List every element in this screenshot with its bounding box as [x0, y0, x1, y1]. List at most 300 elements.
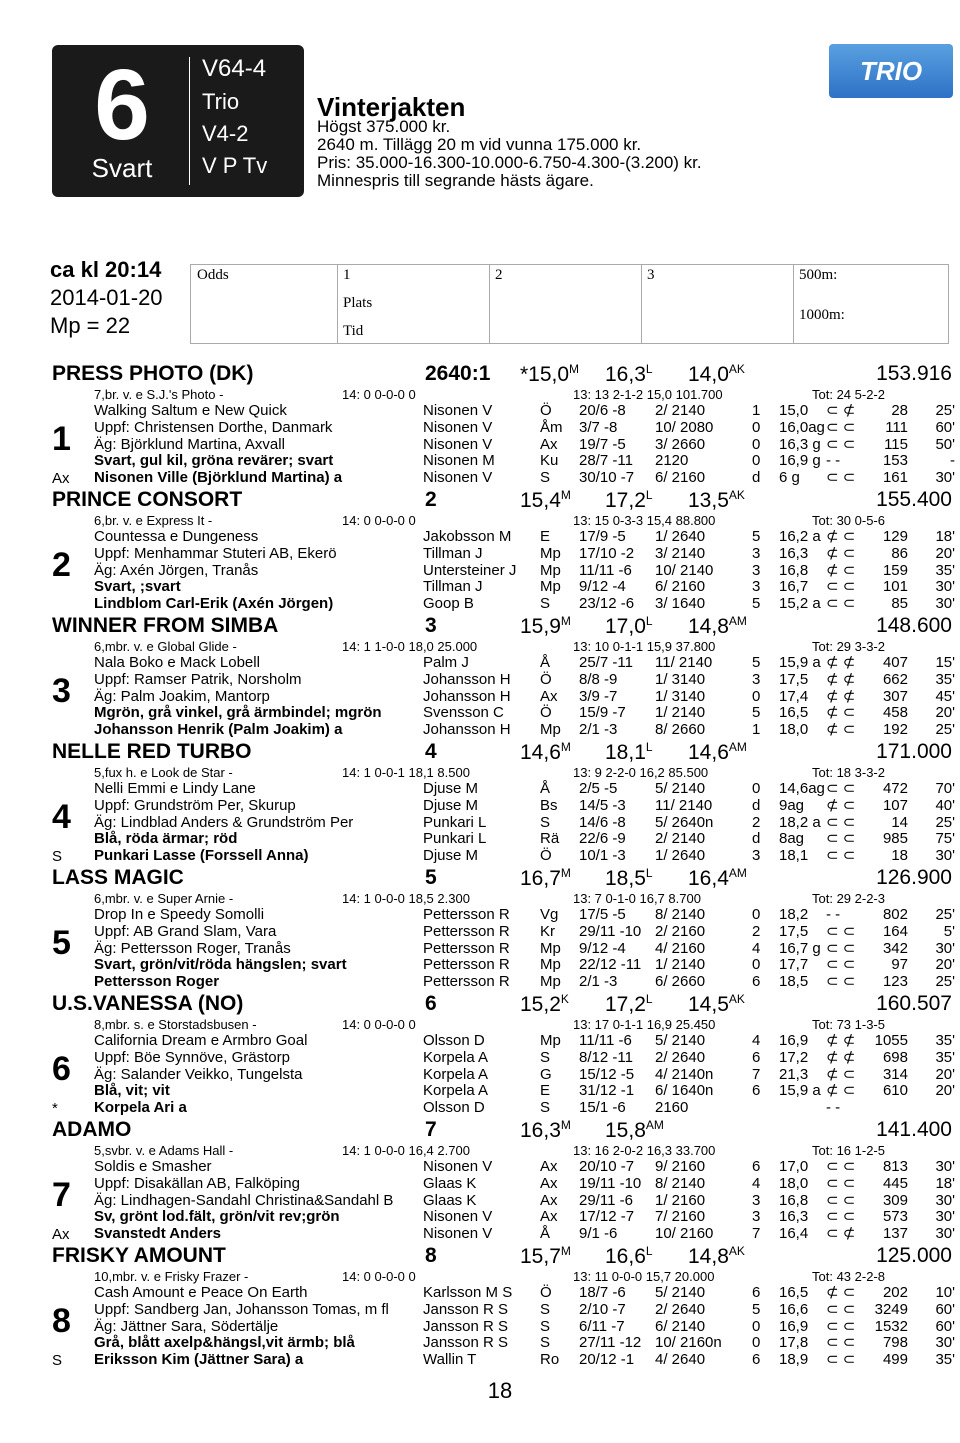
race-line-cell: Åm [540, 418, 563, 436]
race-line-cell: 0 [752, 1317, 761, 1335]
race-line-cell: 137 [882, 1225, 908, 1243]
race-line-cell: 6 [752, 1284, 761, 1301]
race-line-cell: ⊄ ⊄ [826, 687, 856, 705]
record-1-suffix: M [560, 866, 571, 880]
race-line-cell: Pettersson R [423, 973, 510, 991]
race-line-cell: 1/ 3140 [655, 687, 706, 705]
race-line-cell: 5 [752, 528, 761, 545]
record-1-suffix: M [560, 740, 571, 754]
race-mp: Mp = 22 [50, 313, 131, 338]
race-line-cell: 20' [935, 544, 955, 562]
record-2 [605, 740, 653, 765]
race-line-cell: 4 [752, 1174, 761, 1192]
record-3-suffix: AM [728, 866, 747, 880]
race-line-cell: 30' [935, 1191, 955, 1209]
race-line-cell: Jansson R S [423, 1334, 509, 1352]
race-line-cell: 5/ 2140 [655, 780, 706, 797]
horse-name: PRESS PHOTO (DK) [52, 362, 254, 385]
tid-label: Tid [343, 323, 364, 339]
race-line-cell: 18' [935, 528, 955, 545]
record-3 [688, 992, 745, 1017]
record-3-value: 14,8 [688, 1245, 729, 1268]
race-line-cell: 30' [935, 1158, 955, 1175]
race-line-cell: 70' [935, 780, 955, 797]
race-line-cell: 2 [752, 922, 761, 940]
horse-info: 13: 13 2-1-2 15,0 101.700 [573, 387, 723, 402]
record-1 [520, 866, 571, 891]
race-line-cell: 17,5 [779, 670, 809, 688]
record-1-value: 15,4 [520, 489, 561, 512]
race-title: Vinterjakten [317, 92, 466, 122]
race-line-cell: ⊄ ⊂ [826, 721, 856, 739]
race-line-cell: 10/ 2140 [655, 561, 714, 579]
record-2-value: 18,5 [605, 867, 646, 890]
race-line-cell: 17,4 [779, 687, 809, 705]
race-line-cell: S [540, 595, 551, 613]
race-line-cell: 2/10 -7 [579, 1300, 626, 1318]
race-line-cell: 0 [752, 452, 761, 470]
horse-distance: 5 [425, 866, 437, 889]
horse-info: 13: 10 0-1-1 15,9 37.800 [573, 639, 716, 654]
race-line-cell: Punkari L [423, 830, 487, 848]
race-line-cell: Tillman J [423, 544, 483, 562]
race-line-cell: 20' [935, 1082, 955, 1100]
race-line-cell: ⊂ ⊂ [826, 780, 856, 797]
race-line-cell: ⊄ ⊂ [826, 1065, 856, 1083]
race-line-cell: 6 g [779, 469, 800, 487]
race-line-cell: Sv, grönt lod.fält, grön/vit rev;grön [94, 1208, 340, 1226]
race-line-cell: 11/11 -6 [579, 1032, 632, 1049]
race-line-cell: 30/10 -7 [579, 469, 635, 487]
race-line-cell: 11/ 2140 [655, 796, 713, 814]
race-line-cell: Svanstedt Anders [94, 1225, 221, 1243]
race-line-cell: 16,3 [779, 544, 809, 562]
record-1 [520, 614, 571, 639]
race-line-cell: G [540, 1065, 552, 1083]
record-3 [688, 1244, 745, 1269]
record-2-suffix: L [645, 992, 653, 1006]
horse-info: Tot: 24 5-2-2 [812, 387, 885, 402]
race-line-cell: Äg: Jättner Sara, Södertälje [94, 1317, 279, 1335]
race-line-cell: S [540, 1334, 551, 1352]
race-line-cell: 17/10 -2 [579, 544, 635, 562]
grid-line [337, 265, 338, 343]
race-line-cell: Äg: Björklund Martina, Axvall [94, 435, 285, 453]
horse-prize: 160.507 [876, 992, 952, 1015]
race-info-3: Pris: 35.000-16.300-10.000-6.750-4.300-(3.200) kr. [317, 153, 702, 172]
horse-info: Tot: 29 2-2-3 [812, 891, 885, 906]
race-line-cell: 798 [882, 1334, 908, 1352]
race-line-cell: 1/ 2640 [655, 847, 706, 865]
race-line-cell: 16,3 [779, 1208, 809, 1226]
race-line-cell: Johansson H [423, 687, 511, 705]
race-line-cell: ⊄ ⊄ [826, 1048, 856, 1066]
race-line-cell: 662 [882, 670, 908, 688]
record-2 [605, 866, 653, 891]
record-1 [520, 488, 571, 513]
race-line-cell: 5' [943, 922, 955, 940]
race-line-cell: 28 [891, 402, 908, 419]
race-line-cell: 20/6 -8 [579, 402, 626, 419]
race-line-cell: 0 [752, 780, 761, 797]
race-line-cell: 30' [935, 578, 955, 596]
race-line-cell: 27/11 -12 [579, 1334, 642, 1352]
race-line-cell: 18/7 -6 [579, 1284, 626, 1301]
horse-info: 13: 16 2-0-2 16,3 33.700 [573, 1143, 716, 1158]
record-2-suffix: AM [645, 1118, 664, 1132]
horse-info: 14: 1 0-0-0 18,5 2.300 [342, 891, 470, 906]
record-2 [605, 488, 653, 513]
race-line-cell: Uppf: Christensen Dorthe, Danmark [94, 418, 333, 436]
race-line-cell: - [950, 452, 955, 470]
horse-info: 13: 7 0-1-0 16,7 8.700 [573, 891, 701, 906]
record-1-value: 14,6 [520, 741, 561, 764]
race-line-cell: ⊄ ⊂ [826, 1284, 856, 1301]
race-line-cell: 159 [882, 561, 908, 579]
race-box [52, 45, 304, 197]
race-line-cell: 9ag [779, 796, 805, 814]
record-1 [520, 1244, 571, 1269]
race-line-cell: d [752, 830, 761, 848]
race-line-cell: Wallin T [423, 1351, 477, 1369]
horse-info: 6,mbr. v. e Global Glide - [94, 639, 237, 654]
race-line-cell: 9/12 -4 [579, 578, 626, 596]
race-line-cell: 2160 [655, 1099, 689, 1117]
horse-distance: 2640:1 [425, 362, 491, 385]
race-line-cell: 10/ 2160n [655, 1334, 722, 1352]
horse-number: 5 [52, 924, 71, 962]
race-line-cell: 3/ 1640 [655, 595, 706, 613]
race-line-cell: Soldis e Smasher [94, 1158, 212, 1175]
record-1-value: 15,9 [520, 615, 561, 638]
race-line-cell: 35' [935, 1032, 955, 1049]
horse-name: U.S.VANESSA (NO) [52, 992, 244, 1015]
record-2-value: 16,3 [605, 363, 646, 386]
record-3-suffix: AK [728, 992, 745, 1006]
race-line-cell: Svart, gul kil, gröna revärer; svart [94, 452, 334, 470]
record-1 [520, 992, 569, 1017]
race-line-cell: ⊂ ⊂ [826, 469, 856, 487]
race-line-cell: 30' [935, 1334, 955, 1352]
race-line-cell: Ro [540, 1351, 560, 1369]
race-line-cell: ⊄ ⊂ [826, 544, 856, 562]
race-line-cell: 2/ 2140 [655, 402, 706, 419]
race-line-cell: ⊂ ⊂ [826, 973, 856, 991]
horse-info: Tot: 16 1-2-5 [812, 1143, 885, 1158]
race-line-cell: 85 [891, 595, 908, 613]
race-line-cell: 17/9 -5 [579, 528, 626, 545]
race-line-cell: 101 [882, 578, 908, 596]
race-line-cell: 5 [752, 595, 761, 613]
race-divider [189, 57, 190, 185]
race-line-cell: Blå, röda ärmar; röd [94, 830, 238, 848]
horse-side: * [52, 1100, 58, 1117]
race-line-cell: ⊂ ⊂ [826, 922, 856, 940]
race-line-cell: 4/ 2160 [655, 939, 706, 957]
race-line-cell: 30' [935, 1208, 955, 1226]
horse-info: 13: 9 2-2-0 16,2 85.500 [573, 765, 709, 780]
horse-info: 13: 11 0-0-0 15,7 20.000 [573, 1269, 715, 1284]
horse-name: WINNER FROM SIMBA [52, 614, 279, 637]
race-line-cell: ⊂ ⊂ [826, 1317, 856, 1335]
race-type-4: V P Tv [202, 153, 268, 178]
race-line-cell: Nisonen V [423, 469, 493, 487]
race-line-cell: 802 [882, 906, 908, 923]
race-line-cell: S [540, 1317, 551, 1335]
race-line-cell: 35' [935, 670, 955, 688]
horse-number: 4 [52, 798, 71, 836]
race-line-cell: 3/7 -8 [579, 418, 618, 436]
race-line-cell: Korpela A [423, 1065, 489, 1083]
race-line-cell: 30' [935, 1225, 955, 1243]
race-line-cell: d [752, 469, 761, 487]
race-line-cell: ⊂ ⊂ [826, 435, 856, 453]
horse-info: 6,br. v. e Express It - [94, 513, 213, 528]
race-line-cell: 5/ 2140 [655, 1032, 706, 1049]
race-line-cell: Goop B [423, 595, 474, 613]
horse-info: 6,mbr. v. e Super Arnie - [94, 891, 234, 906]
horse-prize: 153.916 [876, 362, 952, 385]
race-line-cell: ⊄ ⊂ [826, 704, 856, 722]
race-line-cell: S [540, 1048, 551, 1066]
race-line-cell: 4/ 2140n [655, 1065, 714, 1083]
horse-side: S [52, 1352, 63, 1369]
record-3-value: 16,4 [688, 867, 729, 890]
race-line-cell: 8/12 -11 [579, 1048, 633, 1066]
horse-info: 14: 0 0-0-0 0 [342, 1269, 416, 1284]
race-line-cell: Äg: Pettersson Roger, Tranås [94, 939, 291, 957]
horse-info: 10,mbr. v. e Frisky Frazer - [94, 1269, 249, 1284]
horse-number: 6 [52, 1050, 71, 1088]
race-line-cell: 15,0 [779, 402, 809, 419]
race-line-cell: 30' [935, 939, 955, 957]
race-line-cell: 985 [882, 830, 908, 848]
race-line-cell: 25/7 -11 [579, 654, 633, 671]
race-line-cell: 164 [882, 922, 908, 940]
race-line-cell: 1 [752, 402, 761, 419]
race-line-cell: ⊂ ⊂ [826, 1174, 856, 1192]
race-line-cell: Glaas K [423, 1174, 477, 1192]
race-line-cell: 60' [935, 1317, 955, 1335]
race-line-cell: Mp [540, 939, 561, 957]
race-line-cell: Mp [540, 1032, 561, 1049]
race-line-cell: 6/ 2160 [655, 578, 706, 596]
race-line-cell: 16,5 [779, 704, 809, 722]
race-line-cell: 10/1 -3 [579, 847, 626, 865]
record-1-value: 15,2 [520, 993, 561, 1016]
horse-info: 14: 0 0-0-0 0 [342, 387, 416, 402]
race-line-cell: 20' [935, 704, 955, 722]
record-1 [520, 362, 579, 387]
race-line-cell: Drop In e Speedy Somolli [94, 906, 265, 923]
race-line-cell: Nisonen V [423, 402, 493, 419]
race-line-cell: 3/9 -7 [579, 687, 618, 705]
race-line-cell: Å [540, 1225, 551, 1243]
race-line-cell: Ax [540, 1208, 558, 1226]
time-block [50, 256, 163, 340]
record-2-suffix: L [645, 362, 653, 376]
race-line-cell: 1/ 2160 [655, 1191, 706, 1209]
race-line-cell: Olsson D [423, 1099, 485, 1117]
race-line-cell: 25' [935, 813, 955, 831]
race-line-cell: 18' [935, 1174, 955, 1192]
race-line-cell: Ku [540, 452, 559, 470]
race-line-cell: Jakobsson M [423, 528, 512, 545]
race-line-cell: Nisonen V [423, 418, 493, 436]
race-line-cell: 31/12 -1 [579, 1082, 635, 1100]
record-2-suffix: L [645, 614, 653, 628]
race-line-cell: 5 [752, 654, 761, 671]
race-line-cell: 16,9 [779, 1317, 809, 1335]
race-type-1: V64-4 [202, 55, 267, 82]
race-line-cell: 573 [882, 1208, 908, 1226]
race-line-cell: 25' [935, 721, 955, 739]
record-2 [605, 614, 653, 639]
race-line-cell: 19/7 -5 [579, 435, 626, 453]
horse-info: 14: 1 1-0-0 18,0 25.000 [342, 639, 478, 654]
race-line-cell: 14 [891, 813, 908, 831]
race-line-cell: Äg: Axén Jörgen, Tranås [94, 561, 259, 579]
race-line-cell: 16,6 [779, 1300, 809, 1318]
race-line-cell: S [540, 469, 551, 487]
race-line-cell: 86 [891, 544, 908, 562]
race-line-cell: 15,2 a [779, 595, 821, 613]
race-line-cell: ⊂ ⊂ [826, 830, 856, 848]
race-line-cell: Ö [540, 847, 552, 865]
race-line-cell: d [752, 796, 761, 814]
horse-prize: 126.900 [876, 866, 952, 889]
race-line-cell: 15,9 a [779, 1082, 821, 1100]
record-3-suffix: AM [728, 614, 747, 628]
race-line-cell: 19/11 -10 [579, 1174, 642, 1192]
race-line-cell: 16,3 g [779, 435, 821, 453]
race-line-cell: 1532 [874, 1317, 908, 1335]
record-2 [605, 1244, 653, 1269]
race-line-cell: 29/11 -6 [579, 1191, 633, 1209]
race-line-cell: 4/ 2640 [655, 1351, 706, 1369]
race-line-cell: 16,0ag [779, 418, 825, 436]
race-line-cell: 22/12 -11 [579, 956, 642, 974]
race-line-cell: 3 [752, 578, 761, 596]
race-line-cell: Uppf: Ramser Patrik, Norsholm [94, 670, 302, 688]
race-line-cell: ⊄ ⊄ [826, 670, 856, 688]
race-line-cell: 161 [882, 469, 908, 487]
horse-distance: 7 [425, 1118, 437, 1141]
race-line-cell: 7 [752, 1225, 761, 1243]
race-line-cell: 1 [752, 721, 761, 739]
record-1-value: 15,7 [520, 1245, 561, 1268]
race-line-cell: 3/ 2140 [655, 544, 706, 562]
race-line-cell: Mgrön, grå vinkel, grå ärmbindel; mgrön [94, 704, 382, 722]
race-line-cell: S [540, 813, 551, 831]
race-line-cell: 16,8 [779, 561, 809, 579]
race-line-cell: ⊂ ⊂ [826, 956, 856, 974]
race-line-cell: 40' [935, 796, 955, 814]
race-line-cell: Svensson C [423, 704, 504, 722]
race-line-cell: 30' [935, 847, 955, 865]
race-line-cell: 4 [752, 1032, 761, 1049]
race-line-cell: Vg [540, 906, 559, 923]
race-line-cell: 153 [882, 452, 908, 470]
race-line-cell: Cash Amount e Peace On Earth [94, 1284, 308, 1301]
race-line-cell: Pettersson R [423, 939, 510, 957]
race-line-cell: Ö [540, 704, 552, 722]
race-line-cell: 11/11 -6 [579, 561, 632, 579]
race-line-cell: 60' [935, 418, 955, 436]
race-line-cell: 18,5 [779, 973, 809, 991]
grid-line [793, 265, 794, 343]
race-line-cell: Mp [540, 578, 561, 596]
race-line-cell: 5 [752, 1300, 761, 1318]
race-line-cell: 6 [752, 1351, 761, 1369]
race-line-cell: 14,6ag [779, 780, 825, 797]
record-2-value: 16,6 [605, 1245, 646, 1268]
race-line-cell: ⊂ ⊂ [826, 1191, 856, 1209]
race-line-cell: - - [826, 906, 841, 923]
odds-label: Odds [197, 267, 229, 283]
horse-prize: 171.000 [876, 740, 952, 763]
race-line-cell: 20/10 -7 [579, 1158, 635, 1175]
race-line-cell: Bs [540, 796, 558, 814]
race-line-cell: 2/ 2160 [655, 922, 706, 940]
race-line-cell: Uppf: Böe Synnöve, Grästorp [94, 1048, 290, 1066]
race-line-cell: 14/5 -3 [579, 796, 626, 814]
record-2-value: 17,2 [605, 993, 646, 1016]
race-line-cell: 45' [935, 687, 955, 705]
race-line-cell: 0 [752, 1334, 761, 1352]
race-line-cell: 0 [752, 418, 761, 436]
race-line-cell: 445 [882, 1174, 908, 1192]
race-line-cell: Svart, ;svart [94, 578, 181, 596]
race-line-cell: 8/ 2660 [655, 721, 706, 739]
horse-info: 14: 0 0-0-0 0 [342, 1017, 416, 1032]
race-line-cell: Korpela A [423, 1082, 489, 1100]
race-line-cell: Å [540, 780, 551, 797]
race-line-cell: Nala Boko e Mack Lobell [94, 654, 260, 671]
race-line-cell: 5/ 2140 [655, 1284, 706, 1301]
race-line-cell: 2/ 2640 [655, 1300, 706, 1318]
race-line-cell: 18,2 a [779, 813, 821, 831]
race-line-cell: 20' [935, 1065, 955, 1083]
race-line-cell: Ax [540, 1191, 558, 1209]
race-line-cell: Untersteiner J [423, 561, 517, 579]
race-line-cell: 129 [882, 528, 908, 545]
race-line-cell: 16,7 [779, 578, 809, 596]
race-line-cell: 30' [935, 595, 955, 613]
race-line-cell: Tillman J [423, 578, 483, 596]
record-1-suffix: M [560, 1244, 571, 1258]
race-line-cell: 2/ 2140 [655, 830, 706, 848]
horse-name: ADAMO [52, 1118, 132, 1141]
horse-number: 2 [52, 546, 71, 584]
race-line-cell: 123 [882, 973, 908, 991]
race-line-cell: 15' [935, 654, 955, 671]
race-line-cell: Ax [540, 687, 558, 705]
horse-info: 5,fux h. e Look de Star - [94, 765, 233, 780]
race-line-cell: 17,2 [779, 1048, 809, 1066]
race-line-cell: 698 [882, 1048, 908, 1066]
record-1-suffix: M [560, 488, 571, 502]
race-line-cell: 17/12 -7 [579, 1208, 635, 1226]
race-line-cell: 342 [882, 939, 908, 957]
record-3-value: 13,5 [688, 489, 729, 512]
horse-distance: 2 [425, 488, 437, 511]
race-line-cell: 1/ 2140 [655, 704, 706, 722]
record-3-suffix: AK [728, 362, 745, 376]
race-line-cell: 16,2 a [779, 528, 821, 545]
race-line-cell: 6 [752, 1048, 761, 1066]
race-line-cell: Walking Saltum e New Quick [94, 402, 287, 419]
